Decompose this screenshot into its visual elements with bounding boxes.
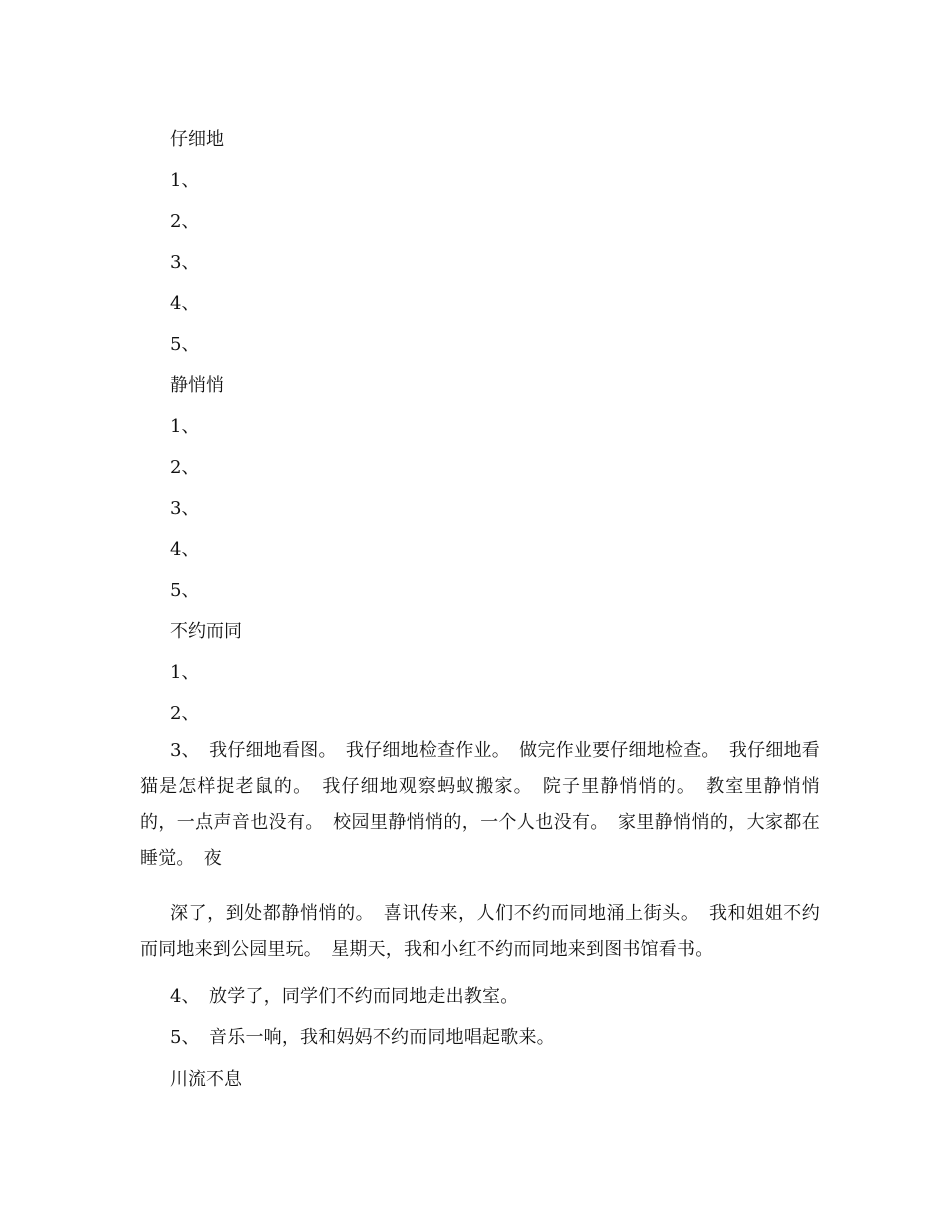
- list-item: 5、: [170, 334, 200, 355]
- body-paragraph: 4、 放学了，同学们不约而同地走出教室。: [170, 986, 519, 1007]
- list-item: 2、: [170, 457, 200, 478]
- heading-jingqiaoqiao: 静悄悄: [170, 375, 224, 396]
- list-item: 4、: [170, 293, 200, 314]
- list-item: 3、: [170, 498, 200, 519]
- list-item: 1、: [170, 170, 200, 191]
- list-item: 1、: [170, 662, 200, 683]
- list-item: 3、: [170, 252, 200, 273]
- body-paragraph: 3、 我仔细地看图。 我仔细地检查作业。 做完作业要仔细地检查。 我仔细地看猫是怎样捉老鼠的。 我仔细地观察蚂蚁搬家。 院子里静悄悄的。 教室里静悄悄的，一点声音也没有。 校园里静悄悄的，一个人也没有。 家里静悄悄的，大家都在睡觉。 夜: [140, 740, 820, 869]
- body-paragraph: 深了，到处都静悄悄的。 喜讯传来，人们不约而同地涌上街头。 我和姐姐不约而同地来到公园里玩。 星期天，我和小红不约而同地来到图书馆看书。: [140, 903, 820, 960]
- list-item: 1、: [170, 416, 200, 437]
- heading-buyueertong: 不约而同: [170, 621, 242, 642]
- heading-chuanliubuxi: 川流不息: [170, 1069, 242, 1090]
- list-item: 2、: [170, 703, 200, 724]
- list-item: 4、: [170, 539, 200, 560]
- body-paragraph: 5、 音乐一响，我和妈妈不约而同地唱起歌来。: [170, 1027, 555, 1048]
- heading-zixide: 仔细地: [170, 129, 224, 150]
- list-item: 2、: [170, 211, 200, 232]
- list-item: 5、: [170, 580, 200, 601]
